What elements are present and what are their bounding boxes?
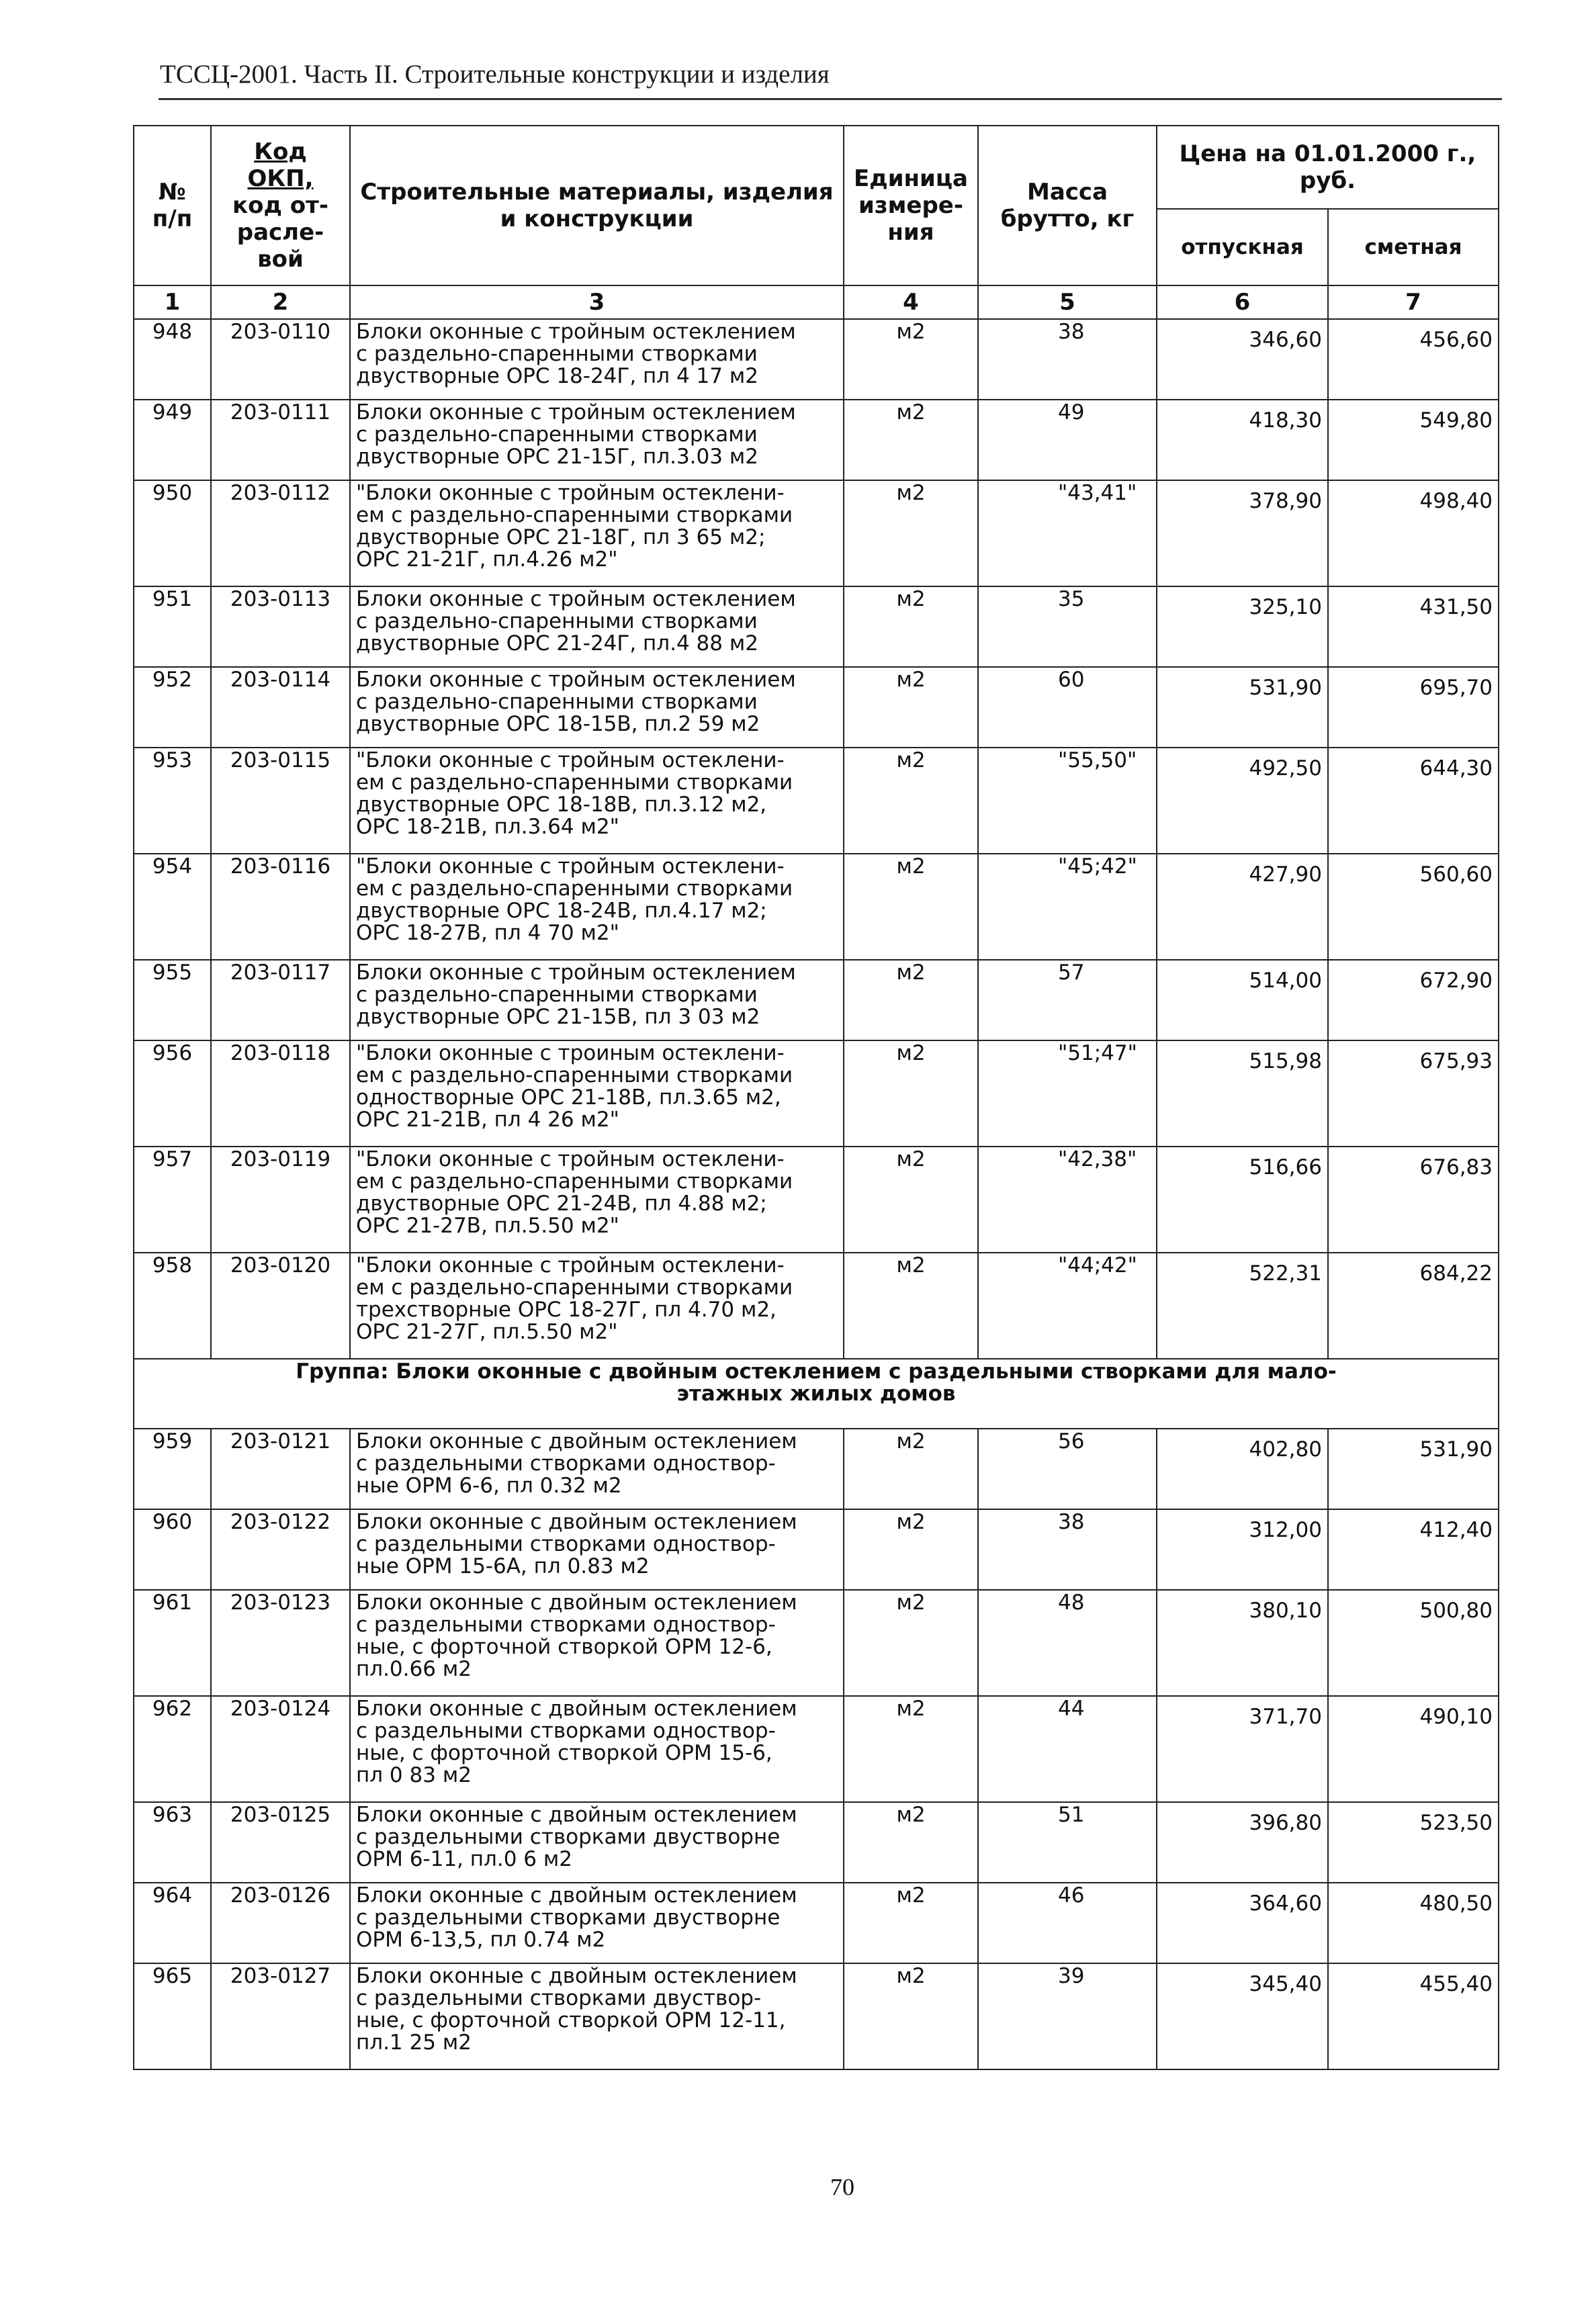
- table-body-group-1: [134, 319, 1499, 1359]
- row-price-release: 396,80: [1157, 1802, 1328, 1883]
- row-number: 959: [134, 1429, 211, 1509]
- table-body-group-2: [134, 1429, 1499, 2069]
- row-price-release: 514,00: [1157, 960, 1328, 1040]
- row-number: 955: [134, 960, 211, 1040]
- table-row: [134, 748, 1499, 854]
- col-header-code-line1: Код: [254, 138, 307, 165]
- table-row: [134, 1147, 1499, 1253]
- row-code: 203-0123: [211, 1590, 350, 1696]
- row-description: Блоки оконные с двойным остеклением с раздельными створками одноствор- ные, с форточной створкой ОРМ 15-6, пл 0 83 м2: [350, 1696, 844, 1802]
- row-unit: м2: [844, 1509, 978, 1590]
- row-code: 203-0120: [211, 1253, 350, 1359]
- table-row: [134, 1040, 1499, 1147]
- row-description: Блоки оконные с двойным остеклением с раздельными створками одноствор- ные, с форточной створкой ОРМ 12-6, пл.0.66 м2: [350, 1590, 844, 1696]
- table-row: [134, 1509, 1499, 1590]
- row-number: 952: [134, 667, 211, 748]
- row-price-release: 492,50: [1157, 748, 1328, 854]
- row-unit: м2: [844, 1963, 978, 2069]
- row-number: 963: [134, 1802, 211, 1883]
- col-header-price-estimate: сметная: [1328, 209, 1499, 285]
- group-title: Группа: Блоки оконные с двойным остеклением с раздельными створками для мало- этажных жилых домов: [134, 1359, 1499, 1429]
- row-description: Блоки оконные с двойным остеклением с раздельными створками одноствор- ные ОРМ 6-6, пл 0.32 м2: [350, 1429, 844, 1509]
- row-code: 203-0110: [211, 319, 350, 400]
- col-number-7: 7: [1328, 285, 1499, 319]
- row-code: 203-0119: [211, 1147, 350, 1253]
- row-price-release: 515,98: [1157, 1040, 1328, 1147]
- row-code: 203-0122: [211, 1509, 350, 1590]
- row-description: "Блоки оконные с тройным остеклени- ем с раздельно-спаренными створками двустворные ОРС 18-18В, пл.3.12 м2, ОРС 18-21В, пл.3.64 м2": [350, 748, 844, 854]
- row-unit: м2: [844, 1253, 978, 1359]
- row-mass: "45;42": [978, 854, 1157, 960]
- row-price-estimate: 455,40: [1328, 1963, 1499, 2069]
- row-unit: м2: [844, 854, 978, 960]
- row-description: "Блоки оконные с тройным остеклени- ем с раздельно-спаренными створками двустворные ОРС 21-18Г, пл 3 65 м2; ОРС 21-21Г, пл.4.26 м2": [350, 480, 844, 586]
- row-code: 203-0111: [211, 400, 350, 480]
- row-unit: м2: [844, 1429, 978, 1509]
- col-header-code-rest: код от- расле- вой: [232, 192, 328, 273]
- row-code: 203-0118: [211, 1040, 350, 1147]
- row-unit: м2: [844, 400, 978, 480]
- col-number-2: 2: [211, 285, 350, 319]
- row-mass: "43,41": [978, 480, 1157, 586]
- row-description: "Блоки оконные с троиным остеклени- ем с раздельно-спаренными створками одностворные ОРС 21-18В, пл.3.65 м2, ОРС 21-21В, пл 4 26 м2": [350, 1040, 844, 1147]
- row-unit: м2: [844, 480, 978, 586]
- table-header: [134, 126, 1499, 319]
- row-number: 957: [134, 1147, 211, 1253]
- row-number: 951: [134, 586, 211, 667]
- table-row: [134, 400, 1499, 480]
- row-price-release: 522,31: [1157, 1253, 1328, 1359]
- row-number: 965: [134, 1963, 211, 2069]
- table-row: [134, 854, 1499, 960]
- row-price-estimate: 560,60: [1328, 854, 1499, 960]
- row-price-estimate: 672,90: [1328, 960, 1499, 1040]
- row-code: 203-0117: [211, 960, 350, 1040]
- row-price-release: 371,70: [1157, 1696, 1328, 1802]
- page-number: 70: [830, 2174, 854, 2200]
- row-mass: 48: [978, 1590, 1157, 1696]
- row-code: 203-0125: [211, 1802, 350, 1883]
- col-number-1: 1: [134, 285, 211, 319]
- col-header-mass: Масса брутто, кг: [978, 126, 1157, 285]
- col-header-code: [211, 126, 350, 285]
- row-mass: 57: [978, 960, 1157, 1040]
- row-code: 203-0115: [211, 748, 350, 854]
- row-code: 203-0114: [211, 667, 350, 748]
- table-row: [134, 1590, 1499, 1696]
- row-price-release: 364,60: [1157, 1883, 1328, 1963]
- col-number-3: 3: [350, 285, 844, 319]
- row-number: 954: [134, 854, 211, 960]
- row-unit: м2: [844, 748, 978, 854]
- row-mass: 38: [978, 319, 1157, 400]
- row-price-release: 402,80: [1157, 1429, 1328, 1509]
- row-description: "Блоки оконные с тройным остеклени- ем с раздельно-спаренными створками двустворные ОРС 21-24В, пл 4.88 м2; ОРС 21-27В, пл.5.50 м2": [350, 1147, 844, 1253]
- row-price-release: 312,00: [1157, 1509, 1328, 1590]
- row-unit: м2: [844, 1883, 978, 1963]
- row-mass: "44;42": [978, 1253, 1157, 1359]
- row-mass: 49: [978, 400, 1157, 480]
- row-description: Блоки оконные с двойным остеклением с раздельными створками двустворне ОРМ 6-11, пл.0 6 м2: [350, 1802, 844, 1883]
- table-row: [134, 667, 1499, 748]
- row-unit: м2: [844, 1696, 978, 1802]
- row-number: 960: [134, 1509, 211, 1590]
- row-price-release: 345,40: [1157, 1963, 1328, 2069]
- row-price-release: 516,66: [1157, 1147, 1328, 1253]
- row-price-estimate: 412,40: [1328, 1509, 1499, 1590]
- row-mass: "55,50": [978, 748, 1157, 854]
- row-price-estimate: 456,60: [1328, 319, 1499, 400]
- row-number: 948: [134, 319, 211, 400]
- price-table: [133, 125, 1499, 2070]
- row-mass: "51;47": [978, 1040, 1157, 1147]
- column-number-row: [134, 285, 1499, 319]
- row-description: "Блоки оконные с тройным остеклени- ем с раздельно-спаренными створками трехстворные ОРС 18-27Г, пл 4.70 м2, ОРС 21-27Г, пл.5.50 м2": [350, 1253, 844, 1359]
- row-price-estimate: 531,90: [1328, 1429, 1499, 1509]
- row-code: 203-0112: [211, 480, 350, 586]
- header-rule: [159, 98, 1502, 100]
- row-description: "Блоки оконные с тройным остеклени- ем с раздельно-спаренными створками двустворные ОРС 18-24В, пл.4.17 м2; ОРС 18-27В, пл 4 70 м2": [350, 854, 844, 960]
- row-mass: 39: [978, 1963, 1157, 2069]
- row-price-estimate: 676,83: [1328, 1147, 1499, 1253]
- row-description: Блоки оконные с тройным остеклением с раздельно-спаренными створками двустворные ОРС 21-15В, пл 3 03 м2: [350, 960, 844, 1040]
- row-mass: 60: [978, 667, 1157, 748]
- row-price-release: 325,10: [1157, 586, 1328, 667]
- row-price-estimate: 500,80: [1328, 1590, 1499, 1696]
- row-price-release: 380,10: [1157, 1590, 1328, 1696]
- row-number: 950: [134, 480, 211, 586]
- row-price-estimate: 480,50: [1328, 1883, 1499, 1963]
- row-price-estimate: 695,70: [1328, 667, 1499, 748]
- row-unit: м2: [844, 667, 978, 748]
- col-header-num: № п/п: [134, 126, 211, 285]
- row-description: Блоки оконные с тройным остеклением с раздельно-спаренными створками двустворные ОРС 18-24Г, пл 4 17 м2: [350, 319, 844, 400]
- row-price-estimate: 684,22: [1328, 1253, 1499, 1359]
- row-unit: м2: [844, 960, 978, 1040]
- row-number: 964: [134, 1883, 211, 1963]
- row-description: Блоки оконные с двойным остеклением с раздельными створками одноствор- ные ОРМ 15-6А, пл 0.83 м2: [350, 1509, 844, 1590]
- col-header-unit: Единица измере- ния: [844, 126, 978, 285]
- table-row: [134, 1696, 1499, 1802]
- row-price-estimate: 549,80: [1328, 400, 1499, 480]
- row-description: Блоки оконные с тройным остеклением с раздельно-спаренными створками двустворные ОРС 18-15В, пл.2 59 м2: [350, 667, 844, 748]
- row-mass: 46: [978, 1883, 1157, 1963]
- row-code: 203-0121: [211, 1429, 350, 1509]
- row-number: 953: [134, 748, 211, 854]
- row-number: 962: [134, 1696, 211, 1802]
- row-number: 949: [134, 400, 211, 480]
- row-price-release: 346,60: [1157, 319, 1328, 400]
- table-row: [134, 1802, 1499, 1883]
- row-unit: м2: [844, 319, 978, 400]
- row-code: 203-0127: [211, 1963, 350, 2069]
- row-unit: м2: [844, 1802, 978, 1883]
- row-price-estimate: 523,50: [1328, 1802, 1499, 1883]
- col-header-price-release: отпускная: [1157, 209, 1328, 285]
- col-number-5: 5: [978, 285, 1157, 319]
- table-row: [134, 960, 1499, 1040]
- table-row: [134, 1253, 1499, 1359]
- row-description: Блоки оконные с двойным остеклением с раздельными створками двуствор- ные, с форточной створкой ОРМ 12-11, пл.1 25 м2: [350, 1963, 844, 2069]
- col-header-price: Цена на 01.01.2000 г., руб.: [1157, 126, 1499, 209]
- row-mass: 35: [978, 586, 1157, 667]
- table-row: [134, 1883, 1499, 1963]
- col-number-4: 4: [844, 285, 978, 319]
- row-mass: 38: [978, 1509, 1157, 1590]
- page-header-title: ТССЦ-2001. Часть II. Строительные конструкции и изделия: [160, 60, 830, 89]
- row-unit: м2: [844, 586, 978, 667]
- row-number: 958: [134, 1253, 211, 1359]
- row-number: 961: [134, 1590, 211, 1696]
- row-unit: м2: [844, 1590, 978, 1696]
- table-row: [134, 1963, 1499, 2069]
- table-row: [134, 1429, 1499, 1509]
- row-mass: 44: [978, 1696, 1157, 1802]
- row-unit: м2: [844, 1040, 978, 1147]
- col-header-code-line2: ОКП,: [247, 165, 314, 192]
- row-price-release: 418,30: [1157, 400, 1328, 480]
- table-row: [134, 480, 1499, 586]
- col-header-name: Строительные материалы, изделия и конструкции: [350, 126, 844, 285]
- row-price-estimate: 431,50: [1328, 586, 1499, 667]
- row-description: Блоки оконные с двойным остеклением с раздельными створками двустворне ОРМ 6-13,5, пл 0.74 м2: [350, 1883, 844, 1963]
- row-description: Блоки оконные с тройным остеклением с раздельно-спаренными створками двустворные ОРС 21-24Г, пл.4 88 м2: [350, 586, 844, 667]
- row-code: 203-0113: [211, 586, 350, 667]
- row-price-estimate: 675,93: [1328, 1040, 1499, 1147]
- row-price-estimate: 490,10: [1328, 1696, 1499, 1802]
- row-code: 203-0116: [211, 854, 350, 960]
- row-price-release: 378,90: [1157, 480, 1328, 586]
- row-price-release: 427,90: [1157, 854, 1328, 960]
- row-number: 956: [134, 1040, 211, 1147]
- col-number-6: 6: [1157, 285, 1328, 319]
- row-price-estimate: 498,40: [1328, 480, 1499, 586]
- row-description: Блоки оконные с тройным остеклением с раздельно-спаренными створками двустворные ОРС 21-15Г, пл.3.03 м2: [350, 400, 844, 480]
- table-row: [134, 586, 1499, 667]
- group-heading: [134, 1359, 1499, 1429]
- row-mass: "42,38": [978, 1147, 1157, 1253]
- row-price-release: 531,90: [1157, 667, 1328, 748]
- row-price-estimate: 644,30: [1328, 748, 1499, 854]
- table-row: [134, 319, 1499, 400]
- row-mass: 56: [978, 1429, 1157, 1509]
- row-unit: м2: [844, 1147, 978, 1253]
- row-code: 203-0124: [211, 1696, 350, 1802]
- row-code: 203-0126: [211, 1883, 350, 1963]
- row-mass: 51: [978, 1802, 1157, 1883]
